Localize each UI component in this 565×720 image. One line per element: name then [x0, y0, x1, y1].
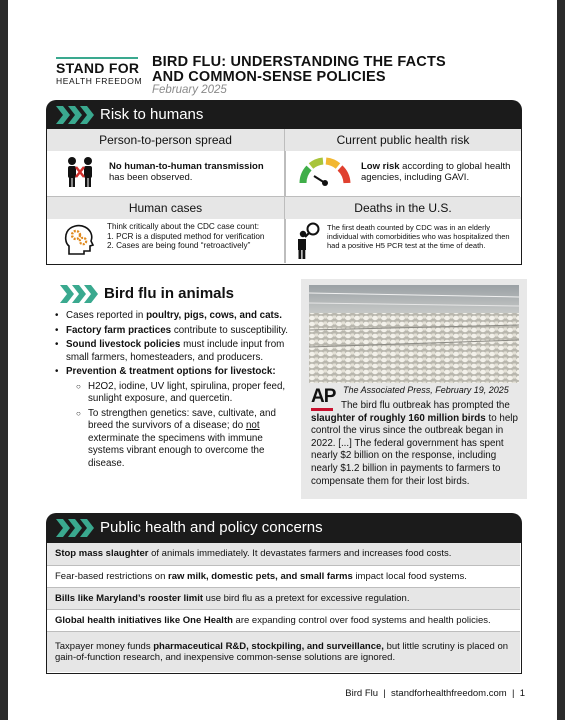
sub-text: To strengthen genetics: save, cultivate, and breed the survivors of a disease; do: [88, 407, 276, 431]
bullet-bold: poultry, pigs, cows, and cats.: [146, 310, 282, 321]
row-text: Taxpayer money funds: [55, 640, 154, 652]
policy-list: [46, 543, 522, 674]
head-gears-icon: [63, 224, 95, 256]
animals-bullet-list: [54, 310, 288, 472]
spread-text: [109, 161, 277, 183]
risk-cell-human-cases: [47, 197, 284, 263]
row-text: impact local food systems.: [352, 570, 467, 582]
cell-heading: Person-to-person spread: [47, 129, 284, 151]
page-footer: Bird Flu | standforhealthfreedom.com | 1: [345, 688, 525, 699]
triple-chevron-icon: [56, 519, 96, 537]
bullet-bold: Factory farm practices: [66, 324, 172, 336]
list-item: [47, 609, 520, 631]
sub-underline: not: [245, 420, 260, 431]
logo-line-2: HEALTH FREEDOM: [56, 76, 143, 86]
public-health-bold: Low risk: [361, 161, 400, 172]
risk-cell-public-health: [285, 129, 521, 196]
spread-bold: No human-to-human transmission: [109, 161, 264, 172]
animals-section-title: Bird flu in animals: [104, 285, 235, 302]
triple-chevron-icon: [60, 285, 100, 303]
document-page: [8, 0, 557, 720]
row-bold: Stop mass slaughter: [55, 548, 149, 560]
human-cases-line-1: Think critically about the CDC case count:: [107, 222, 259, 231]
row-text: Fear-based restrictions on: [55, 570, 168, 582]
risk-cell-deaths: [285, 197, 521, 263]
people-no-transmission-icon: [63, 155, 97, 189]
logo-line-1: STAND FOR: [56, 60, 140, 76]
title-line-1: BIRD FLU: UNDERSTANDING THE FACTS: [152, 54, 446, 70]
list-item: [47, 543, 520, 565]
news-quote: [311, 400, 521, 488]
logo-accent-bar: [56, 57, 138, 59]
cell-heading: Current public health risk: [285, 129, 521, 151]
cell-heading: Deaths in the U.S.: [285, 197, 521, 219]
cell-heading: Human cases: [47, 197, 284, 219]
row-bold: pharmaceutical R&D, stockpiling, and surveillance,: [153, 640, 384, 652]
title-line-2: AND COMMON-SENSE POLICIES: [152, 69, 386, 85]
sub-list-item: [76, 408, 288, 471]
row-text: of animals immediately. It devastates farmers and increases food costs.: [148, 548, 452, 560]
risk-grid: [46, 129, 522, 265]
news-quote-box: [301, 279, 527, 499]
row-bold: Bills like Maryland’s rooster limit: [55, 592, 204, 604]
row-text: are expanding control over food systems and health policies.: [232, 614, 491, 626]
publication-date: February 2025: [152, 84, 227, 96]
risk-section-header: [46, 100, 522, 130]
public-health-rest: according to global health agencies, including GAVI.: [361, 161, 511, 183]
human-cases-text: [107, 222, 279, 251]
triple-chevron-icon: [56, 106, 96, 124]
risk-cell-spread: [47, 129, 284, 196]
row-bold: raw milk, domestic pets, and small farms: [168, 570, 353, 582]
list-item: [54, 339, 288, 364]
policy-section-header: [46, 513, 522, 543]
list-item: [47, 565, 520, 587]
quote-text: The bird flu outbreak has prompted the: [341, 400, 510, 411]
human-cases-line-2: 1. PCR is a disputed method for verification: [107, 231, 265, 241]
person-magnifier-icon: [293, 222, 323, 260]
row-bold: Global health initiatives like One Health: [55, 614, 233, 626]
quote-bold: slaughter of roughly 160 million birds: [311, 412, 486, 424]
quote-text: to help control the virus since the outbreak began in 2022. [...] The federal government has spent nearly $2 billion on the response, including nearly $1.2 billion in payments to farmers to compensate them for their lost birds.: [311, 412, 518, 487]
deaths-text: The first death counted by CDC was in an elderly individual with comorbidities who was hospitalized then had a positive H5 PCR test at the time of death.: [327, 223, 510, 250]
row-text: but little scrutiny is placed on gain-of-function research, and inexpensive common-sense solutions are ignored.: [55, 640, 509, 663]
bullet-text: must include input from small farmers, homesteaders, and producers.: [66, 339, 285, 363]
sub-text: exterminate the specimens with immune systems vibrant enough to overcome the disease.: [88, 432, 265, 469]
bullet-text: contribute to susceptibility.: [171, 324, 288, 336]
bullet-text: Cases reported in: [66, 310, 147, 321]
news-source: The Associated Press, February 19, 2025: [343, 385, 509, 395]
risk-section-title: Risk to humans: [100, 106, 204, 123]
organization-logo: [56, 57, 148, 86]
human-cases-line-3: 2. Cases are being found “retroactively”: [107, 241, 251, 250]
poultry-farm-photo: [309, 285, 519, 383]
spread-rest: has been observed.: [109, 172, 193, 183]
list-item: [54, 366, 288, 379]
list-item: [54, 310, 288, 323]
policy-section-title: Public health and policy concerns: [100, 519, 323, 536]
page-title: [152, 55, 512, 85]
risk-gauge-icon: [299, 157, 351, 189]
list-item: [47, 631, 520, 672]
sub-list-item: ○ H2O2, iodine, UV light, spirulina, proper feed, sunlight exposure, and quercetin.: [76, 381, 288, 406]
bullet-bold: Sound livestock policies: [66, 339, 181, 350]
ap-logo-text: AP: [311, 386, 336, 407]
bullet-bold: Prevention & treatment options for livestock:: [66, 366, 276, 377]
public-health-text: [361, 161, 517, 183]
row-text: use bird flu as a pretext for excessive regulation.: [203, 592, 410, 604]
list-item: [54, 325, 288, 338]
list-item: [47, 587, 520, 609]
